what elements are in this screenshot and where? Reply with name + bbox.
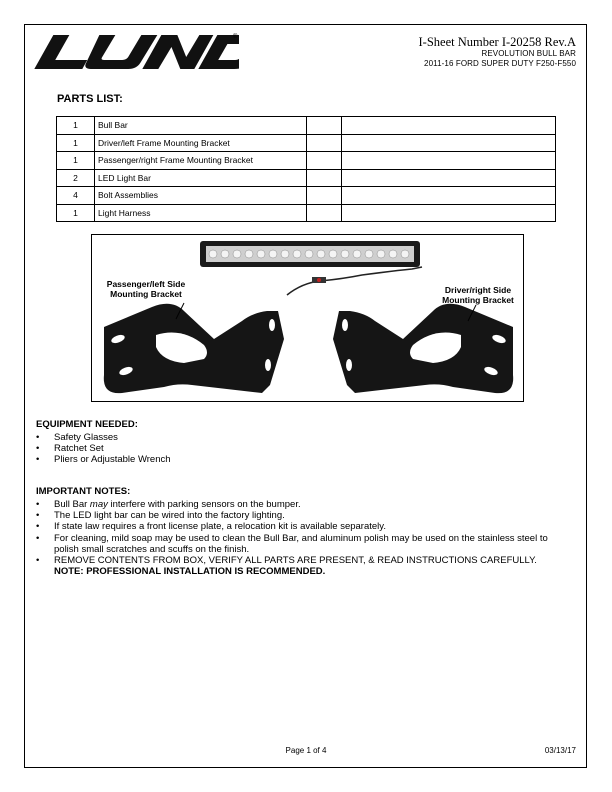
equipment-list	[36, 432, 171, 466]
desc-cell: Bull Bar	[95, 117, 307, 135]
notes-title: IMPORTANT NOTES:	[36, 486, 131, 497]
note-text: interfere with parking sensors on the bumper.	[107, 499, 301, 510]
left-bracket-image	[104, 303, 284, 393]
table-row	[57, 152, 556, 170]
blank-cell	[307, 134, 342, 152]
blank-cell	[342, 117, 556, 135]
table-row	[57, 169, 556, 187]
equipment-title: EQUIPMENT NEEDED:	[36, 419, 138, 430]
callout-line: Mounting Bracket	[110, 289, 182, 299]
led-light-bar-image	[200, 241, 422, 295]
note-emphasis: may	[89, 499, 108, 510]
callout-line: Passenger/left Side	[106, 279, 186, 289]
parts-photo	[91, 234, 524, 402]
table-row	[57, 204, 556, 222]
list-item	[36, 555, 556, 577]
document-date: 03/13/17	[544, 746, 576, 755]
right-bracket-callout	[432, 285, 524, 305]
blank-cell	[307, 204, 342, 222]
qty-cell: 4	[57, 187, 95, 205]
desc-cell: LED Light Bar	[95, 169, 307, 187]
list-item	[36, 499, 556, 510]
blank-cell	[342, 134, 556, 152]
list-item: • For cleaning, mild soap may be used to clean the Bull Bar, and aluminum polish may be used on the stainless steel to polish small scratches and scuffs on the finish.	[36, 533, 556, 555]
blank-cell	[307, 169, 342, 187]
list-item: • Safety Glasses	[36, 432, 171, 443]
note-text: REMOVE CONTENTS FROM BOX, VERIFY ALL PARTS ARE PRESENT, & READ INSTRUCTIONS CAREFULLY.	[54, 555, 537, 567]
left-bracket-callout	[96, 279, 196, 299]
parts-list-title: PARTS LIST:	[57, 93, 123, 105]
lund-logo	[34, 33, 239, 71]
note-text: Bull Bar	[54, 499, 90, 510]
note-bold: NOTE: PROFESSIONAL INSTALLATION IS RECOMMENDED.	[54, 566, 326, 578]
list-item: • Ratchet Set	[36, 443, 171, 454]
document-header	[419, 35, 576, 69]
qty-cell: 1	[57, 134, 95, 152]
blank-cell	[307, 152, 342, 170]
desc-cell: Driver/left Frame Mounting Bracket	[95, 134, 307, 152]
desc-cell: Light Harness	[95, 204, 307, 222]
blank-cell	[342, 187, 556, 205]
notes-list	[36, 499, 556, 577]
vehicle-fitment: 2011-16 FORD SUPER DUTY F250-F550	[424, 59, 576, 68]
parts-illustration	[92, 235, 525, 403]
blank-cell	[342, 204, 556, 222]
list-item: • If state law requires a front license plate, a relocation kit is available separately.	[36, 521, 556, 532]
page-number: Page 1 of 4	[285, 746, 327, 755]
blank-cell	[342, 152, 556, 170]
desc-cell: Bolt Assemblies	[95, 187, 307, 205]
callout-line: Mounting Bracket	[442, 295, 514, 305]
qty-cell: 1	[57, 204, 95, 222]
table-row	[57, 187, 556, 205]
registered-mark: ®	[233, 34, 238, 40]
isheet-number: I-Sheet Number I-20258 Rev.A	[418, 35, 576, 49]
parts-table	[56, 116, 556, 222]
qty-cell: 1	[57, 117, 95, 135]
product-name: REVOLUTION BULL BAR	[481, 49, 576, 58]
qty-cell: 2	[57, 169, 95, 187]
table-row	[57, 134, 556, 152]
table-row	[57, 117, 556, 135]
blank-cell	[307, 187, 342, 205]
callout-line: Driver/right Side	[444, 285, 512, 295]
desc-cell: Passenger/right Frame Mounting Bracket	[95, 152, 307, 170]
blank-cell	[307, 117, 342, 135]
list-item: • The LED light bar can be wired into the factory lighting.	[36, 510, 556, 521]
right-bracket-image	[333, 304, 513, 393]
blank-cell	[342, 169, 556, 187]
qty-cell: 1	[57, 152, 95, 170]
list-item: • Pliers or Adjustable Wrench	[36, 454, 171, 465]
